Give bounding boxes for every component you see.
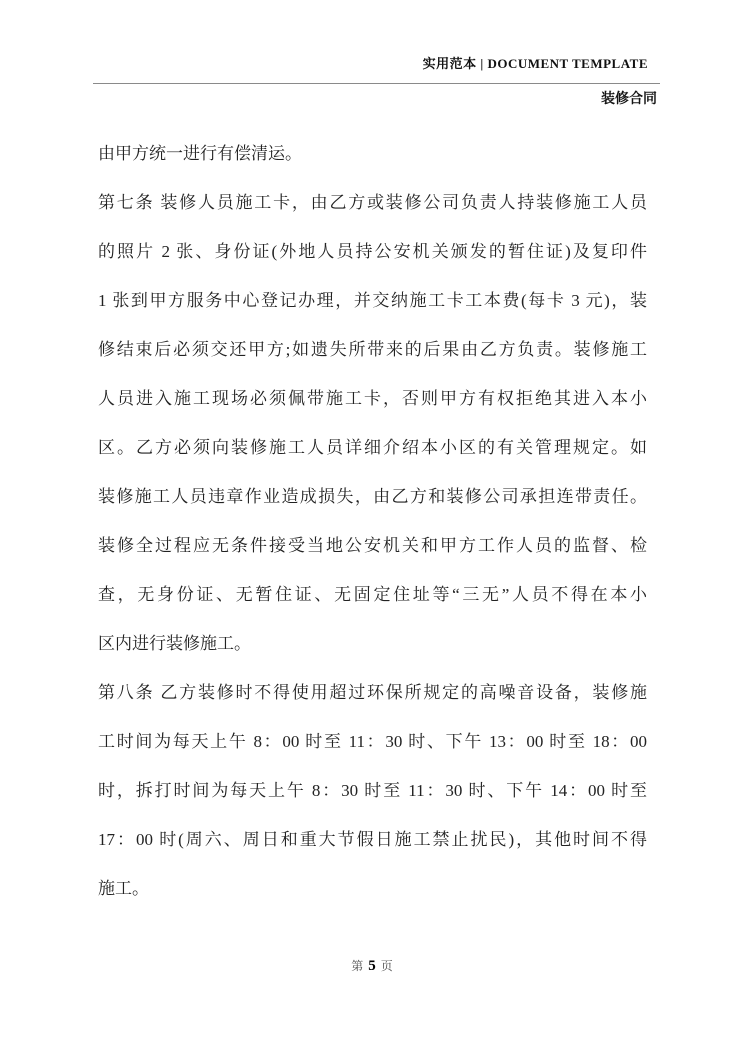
document-title: 装修合同 [601, 92, 657, 107]
document-line: 修结束后必须交还甲方;如遗失所带来的后果由乙方负责。装修施工 [98, 340, 647, 359]
page-number: 5 [368, 958, 376, 974]
document-line: 的照片 2 张、身份证(外地人员持公安机关颁发的暂住证)及复印件 [98, 242, 647, 261]
document-line: 装修施工人员违章作业造成损失，由乙方和装修公司承担连带责任。 [98, 487, 647, 506]
document-line: 由甲方统一进行有偿清运。 [98, 144, 302, 163]
document-line: 时，拆打时间为每天上午 8：30 时至 11：30 时、下午 14：00 时至 [98, 781, 647, 800]
document-line: 人员进入施工现场必须佩带施工卡，否则甲方有权拒绝其进入本小 [98, 389, 647, 408]
page-number-prefix: 第 [351, 959, 364, 973]
document-line: 区。乙方必须向装修施工人员详细介绍本小区的有关管理规定。如 [98, 438, 647, 457]
document-line: 工时间为每天上午 8：00 时至 11：30 时、下午 13：00 时至 18：00 [98, 732, 647, 751]
document-line: 第七条 装修人员施工卡，由乙方或装修公司负责人持装修施工人员 [98, 193, 647, 212]
document-line: 17：00 时(周六、周日和重大节假日施工禁止扰民)，其他时间不得 [98, 830, 647, 849]
header-brand-text: 实用范本 | DOCUMENT TEMPLATE [422, 56, 648, 71]
header-divider-line [93, 83, 660, 84]
document-line: 区内进行装修施工。 [98, 634, 251, 653]
document-line: 第八条 乙方装修时不得使用超过环保所规定的高噪音设备，装修施 [98, 683, 647, 702]
document-line: 1 张到甲方服务中心登记办理，并交纳施工卡工本费(每卡 3 元)，装 [98, 291, 647, 310]
page-footer [0, 957, 744, 975]
document-line: 施工。 [98, 879, 149, 898]
document-line: 装修全过程应无条件接受当地公安机关和甲方工作人员的监督、检 [98, 536, 647, 555]
page-number-suffix: 页 [380, 959, 393, 973]
document-line: 查，无身份证、无暂住证、无固定住址等“三无”人员不得在本小 [98, 585, 647, 604]
document-body [98, 129, 647, 913]
